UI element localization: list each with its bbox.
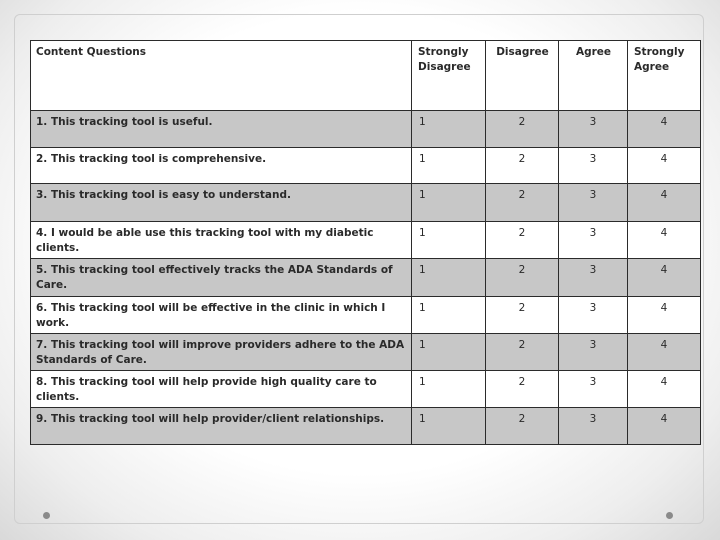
- table-row: [31, 334, 701, 371]
- rating-disagree: 2: [486, 408, 559, 445]
- rating-strongly-agree: 4: [628, 111, 701, 148]
- rating-strongly-agree: 4: [628, 297, 701, 334]
- rating-strongly-agree: 4: [628, 408, 701, 445]
- rating-strongly-disagree: 1: [412, 297, 486, 334]
- header-content-questions-label: Content Questions: [36, 46, 147, 58]
- table-row: [31, 184, 701, 222]
- header-strongly-agree: [628, 41, 701, 111]
- table-row: [31, 408, 701, 445]
- rating-disagree: 2: [486, 148, 559, 184]
- rating-disagree: 2: [486, 184, 559, 222]
- question-cell: 4. I would be able use this tracking tool with my diabetic clients.: [31, 222, 412, 259]
- table-row: [31, 259, 701, 297]
- header-strongly-disagree-line2: Disagree: [418, 61, 471, 73]
- question-cell: 7. This tracking tool will improve providers adhere to the ADA Standards of Care.: [31, 334, 412, 371]
- header-strongly-disagree-line1: Strongly: [418, 46, 469, 58]
- table-row: [31, 148, 701, 184]
- header-agree: [559, 41, 628, 111]
- bullet-dot-icon: [666, 512, 673, 519]
- table-row: [31, 371, 701, 408]
- survey-table: [30, 40, 701, 445]
- rating-agree: 3: [559, 334, 628, 371]
- question-cell: 5. This tracking tool effectively tracks the ADA Standards of Care.: [31, 259, 412, 297]
- question-cell: 6. This tracking tool will be effective in the clinic in which I work.: [31, 297, 412, 334]
- rating-agree: 3: [559, 148, 628, 184]
- table-row: [31, 297, 701, 334]
- rating-strongly-disagree: 1: [412, 408, 486, 445]
- rating-strongly-agree: 4: [628, 148, 701, 184]
- rating-agree: 3: [559, 297, 628, 334]
- table-row: [31, 222, 701, 259]
- header-strongly-agree-line2: Agree: [634, 61, 670, 73]
- header-disagree: [486, 41, 559, 111]
- rating-agree: 3: [559, 222, 628, 259]
- rating-strongly-disagree: 1: [412, 259, 486, 297]
- rating-disagree: 2: [486, 111, 559, 148]
- rating-strongly-disagree: 1: [412, 148, 486, 184]
- rating-agree: 3: [559, 111, 628, 148]
- rating-strongly-agree: 4: [628, 184, 701, 222]
- header-strongly-disagree: [412, 41, 486, 111]
- question-cell: 3. This tracking tool is easy to understand.: [31, 184, 412, 222]
- rating-agree: 3: [559, 408, 628, 445]
- bullet-dot-icon: [43, 512, 50, 519]
- rating-agree: 3: [559, 371, 628, 408]
- header-agree-label: Agree: [575, 46, 612, 58]
- rating-strongly-agree: 4: [628, 259, 701, 297]
- header-content-questions: [31, 41, 412, 111]
- question-cell: 2. This tracking tool is comprehensive.: [31, 148, 412, 184]
- rating-strongly-agree: 4: [628, 371, 701, 408]
- header-disagree-label: Disagree: [496, 46, 549, 58]
- rating-strongly-disagree: 1: [412, 334, 486, 371]
- question-cell: 8. This tracking tool will help provide high quality care to clients.: [31, 371, 412, 408]
- rating-disagree: 2: [486, 259, 559, 297]
- rating-disagree: 2: [486, 371, 559, 408]
- table-row: [31, 111, 701, 148]
- rating-disagree: 2: [486, 222, 559, 259]
- rating-strongly-disagree: 1: [412, 184, 486, 222]
- rating-disagree: 2: [486, 297, 559, 334]
- rating-strongly-agree: 4: [628, 222, 701, 259]
- rating-strongly-disagree: 1: [412, 111, 486, 148]
- question-cell: 9. This tracking tool will help provider/client relationships.: [31, 408, 412, 445]
- rating-strongly-disagree: 1: [412, 371, 486, 408]
- rating-strongly-agree: 4: [628, 334, 701, 371]
- rating-disagree: 2: [486, 334, 559, 371]
- header-row: [31, 41, 701, 111]
- rating-agree: 3: [559, 184, 628, 222]
- rating-agree: 3: [559, 259, 628, 297]
- header-strongly-agree-line1: Strongly: [634, 46, 685, 58]
- rating-strongly-disagree: 1: [412, 222, 486, 259]
- question-cell: 1. This tracking tool is useful.: [31, 111, 412, 148]
